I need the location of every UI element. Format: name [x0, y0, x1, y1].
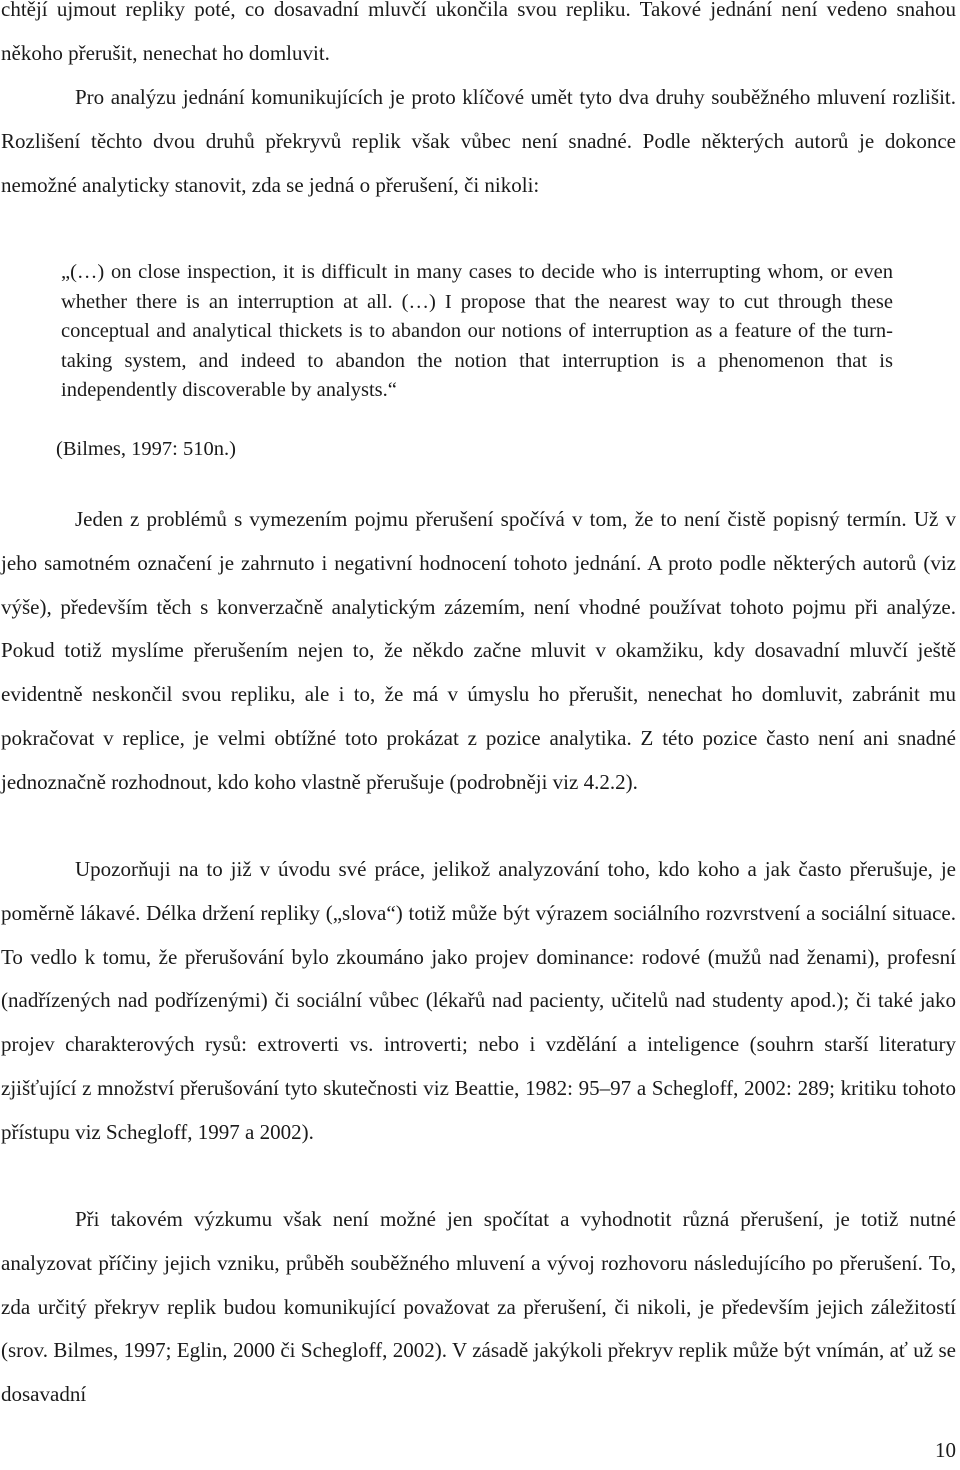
paragraph-continuation: chtějí ujmout repliky poté, co dosavadní mluvčí ukončila svou repliku. Takové jednání není vedeno snahou někoho přerušit, nenechat ho domluvit. [1, 0, 956, 65]
paragraph-dominance-research: Upozorňuji na to již v úvodu své práce, jelikož analyzování toho, kdo koho a jak často přerušuje, je poměrně lákavé. Délka držení repliky („slova“) totiž může být výrazem sociálního rozvrstvení a sociální situace. To vedlo k tomu, že přerušování bylo zkoumáno jako projev dominance: rodové (mužů nad ženami), profesní (nadřízených nad podřízenými) či sociální vůbec (lékařů nad pacienty, učitelů nad studenty apod.); či také jako projev charakterových rysů: extroverti vs. introverti; nebo i vzdělání a inteligence (souhrn starší literatury zjišťující z množství přerušování tyto skutečnosti viz Beattie, 1982: 95–97 a Schegloff, 2002: 289; kritiku tohoto přístupu viz Schegloff, 1997 a 2002). [1, 857, 956, 1144]
paragraph-analysis-distinction: Pro analýzu jednání komunikujících je proto klíčové umět tyto dva druhy souběžného mluvení rozlišit. Rozlišení těchto dvou druhů překryvů replik však vůbec není snadné. Podle některých autorů je dokonce nemožné analyticky stanovit, zda se jedná o přerušení, či nikoli: [1, 85, 956, 197]
page-number: 10 [935, 1438, 956, 1462]
paragraph-research-method: Při takovém výzkumu však není možné jen spočítat a vyhodnotit různá přerušení, je totiž nutné analyzovat příčiny jejich vzniku, průběh souběžného mluvení a vývoj rozhovoru následujícího po přerušení. To, zda určitý překryv replik budou komunikující považovat za přerušení, či nikoli, je především jejich záležitostí (srov. Bilmes, 1997; Eglin, 2000 či Schegloff, 2002). V zásadě jakýkoli překryv replik může být vnímán, ať už se dosavadní [1, 1207, 956, 1407]
quote-citation: (Bilmes, 1997: 510n.) [56, 438, 236, 460]
paragraph-interruption-definition: Jeden z problémů s vymezením pojmu přerušení spočívá v tom, že to není čistě popisný termín. Už v jeho samotném označení je zahrnuto i negativní hodnocení tohoto jednání. A proto podle některých autorů (viz výše), především těch s konverzačně analytickým zázemím, není vhodné používat tohoto pojmu při analýze. Pokud totiž myslíme přerušením nejen to, že někdo začne mluvit v okamžiku, kdy dosavadní mluvčí ještě evidentně neskončil svou repliku, ale i to, že má v úmyslu ho přerušit, nenechat ho domluvit, zabránit mu pokračovat v replice, je velmi obtížné toto prokázat z pozice analytika. Z této pozice často není ani snadné jednoznačně rozhodnout, kdo koho vlastně přerušuje (podrobněji viz 4.2.2). [1, 507, 956, 794]
block-quote: „(…) on close inspection, it is difficult in many cases to decide who is interrupting whom, or even whether there is an interruption at all. (…) I propose that the nearest way to cut through these conceptual and analytical thickets is to abandon our notions of interruption as a feature of the turn-taking system, and indeed to abandon the notion that interruption is a phenomenon that is independently discoverable by analysts.“ [61, 261, 893, 402]
